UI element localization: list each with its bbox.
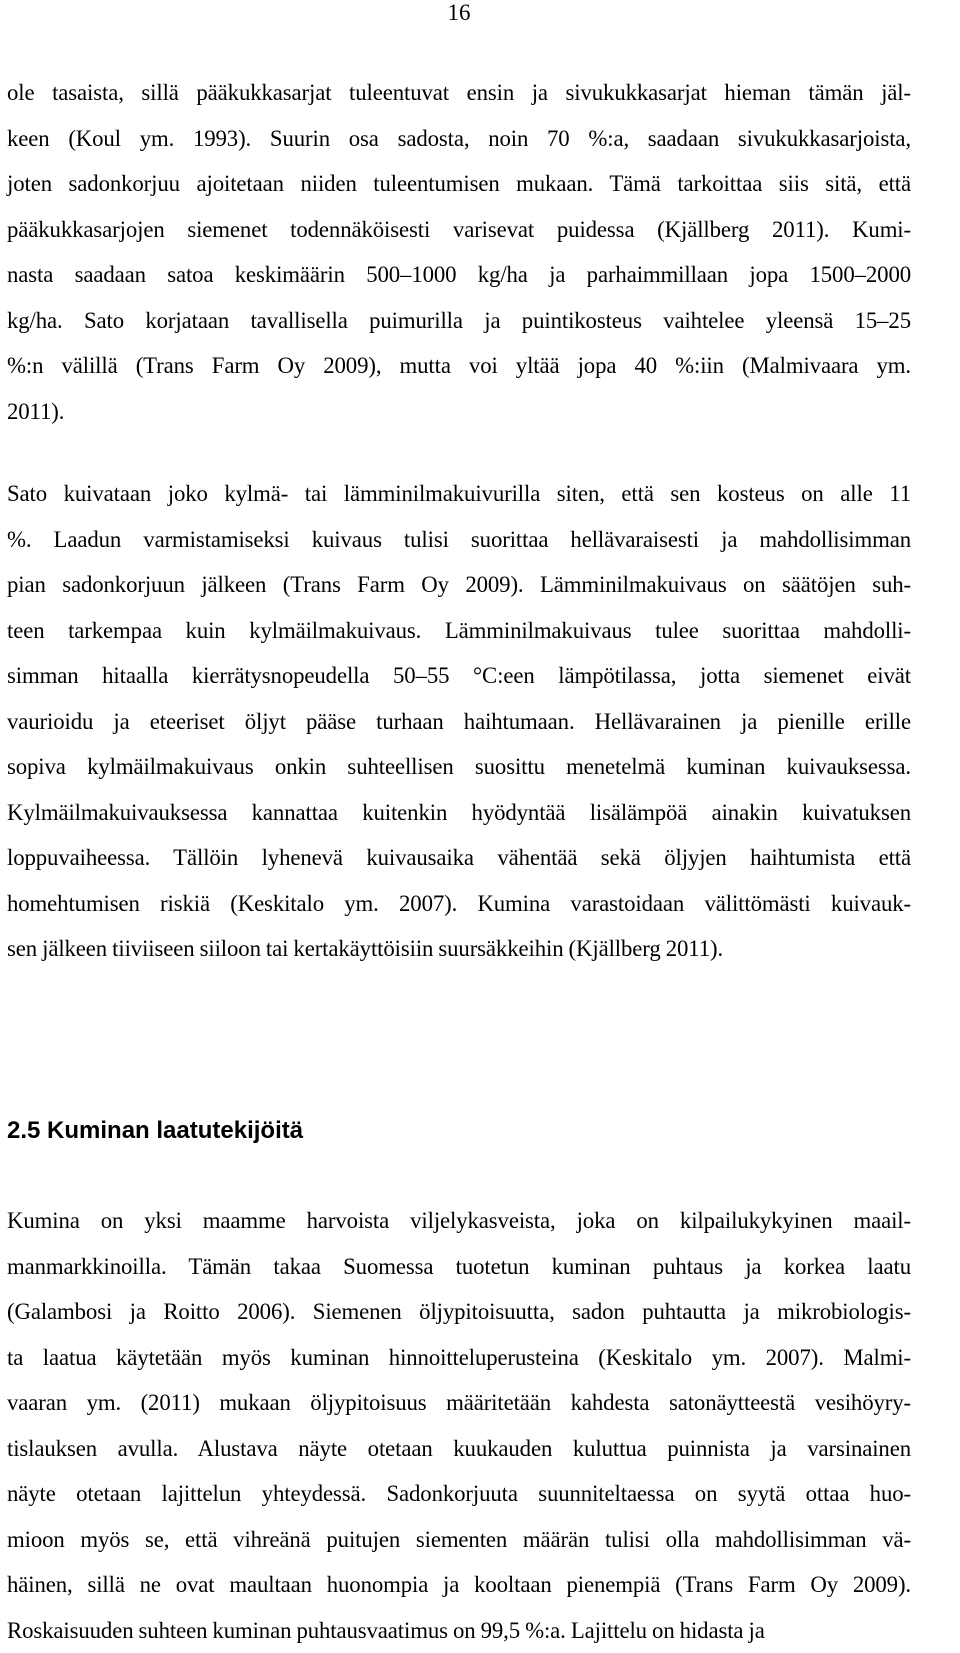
text-line: sopiva kylmäilmakuivaus onkin suhteellisen suosittu menetelmä kuminan kuivauksessa. xyxy=(7,754,911,779)
text-line: vaurioidu ja eteeriset öljyt pääse turhaan haihtumaan. Hellävarainen ja pienille erille xyxy=(7,708,911,734)
text-line: sen jälkeen tiiviiseen siiloon tai kertakäyttöisiin suursäkkeihin (Kjällberg 2011). xyxy=(7,936,724,961)
text-line: ta laatua käytetään myös kuminan hinnoitteluperusteina (Keskitalo ym. 2007). Malmi- xyxy=(7,1344,911,1370)
text-line: loppuvaiheessa. Tällöin lyhenevä kuivausaika vähentää sekä öljyjen haihtumista että xyxy=(7,845,911,870)
text-line: simman hitaalla kierrätysnopeudella 50–55 °C:een lämpötilassa, jotta siemenet eivät xyxy=(7,663,911,688)
section-heading: 2.5 Kuminan laatutekijöitä xyxy=(7,1117,304,1144)
text-line: joten sadonkorjuu ajoitetaan niiden tuleentumisen mukaan. Tämä tarkoittaa siis sitä, että xyxy=(7,171,911,196)
text-line: teen tarkempaa kuin kylmäilmakuivaus. Lämminilmakuivaus tulee suorittaa mahdolli- xyxy=(7,617,911,643)
text-line: Roskaisuuden suhteen kuminan puhtausvaatimus on 99,5 %:a. Lajittelu on hidasta ja xyxy=(7,1617,765,1643)
text-line: Kumina on yksi maamme harvoista viljelykasveista, joka on kilpailukykyinen maail- xyxy=(7,1208,911,1233)
text-line: keen (Koul ym. 1993). Suurin osa sadosta, noin 70 %:a, saadaan sivukukkasarjoista, xyxy=(7,125,911,151)
text-line: nasta saadaan satoa keskimäärin 500–1000 kg/ha ja parhaimmillaan jopa 1500–2000 xyxy=(7,262,911,287)
document-body xyxy=(7,70,911,1643)
paragraph-quality xyxy=(7,1198,911,1653)
paragraph-harvest xyxy=(7,70,911,434)
text-line: %:n välillä (Trans Farm Oy 2009), mutta voi yltää jopa 40 %:iin (Malmivaara ym. xyxy=(7,353,911,378)
text-line: Sato kuivataan joko kylmä- tai lämminilmakuivurilla siten, että sen kosteus on alle 11 xyxy=(7,481,911,506)
text-line: vaaran ym. (2011) mukaan öljypitoisuus määritetään kahdesta satonäytteestä vesihöyry- xyxy=(7,1390,911,1415)
text-line: homehtumisen riskiä (Keskitalo ym. 2007). Kumina varastoidaan välittömästi kuivauk- xyxy=(7,890,911,916)
text-line: pian sadonkorjuun jälkeen (Trans Farm Oy 2009). Lämminilmakuivaus on säätöjen suh- xyxy=(7,572,911,597)
text-line: (Galambosi ja Roitto 2006). Siemenen öljypitoisuutta, sadon puhtautta ja mikrobiologis- xyxy=(7,1299,911,1324)
text-line: pääkukkasarjojen siemenet todennäköisesti varisevat puidessa (Kjällberg 2011). Kumi- xyxy=(7,216,911,242)
text-line: mioon myös se, että vihreänä puitujen siementen määrän tulisi olla mahdollisimman vä- xyxy=(7,1526,911,1552)
text-line: tislauksen avulla. Alustava näyte otetaan kuukauden kuluttua puinnista ja varsinainen xyxy=(7,1435,911,1461)
page-number: 16 xyxy=(447,0,471,25)
text-line: manmarkkinoilla. Tämän takaa Suomessa tuotetun kuminan puhtaus ja korkea laatu xyxy=(7,1253,911,1279)
text-line: ole tasaista, sillä pääkukkasarjat tuleentuvat ensin ja sivukukkasarjat hieman tämän jäl- xyxy=(7,80,911,105)
paragraph-drying xyxy=(7,471,911,972)
text-line: %. Laadun varmistamiseksi kuivaus tulisi suorittaa hellävaraisesti ja mahdollisimman xyxy=(7,526,911,552)
text-line: 2011). xyxy=(7,398,65,424)
text-line: kg/ha. Sato korjataan tavallisella puimurilla ja puintikosteus vaihtelee yleensä 15–25 xyxy=(7,307,911,333)
text-line: Kylmäilmakuivauksessa kannattaa kuitenkin hyödyntää lisälämpöä ainakin kuivatuksen xyxy=(7,799,911,825)
text-line: näyte otetaan lajittelun yhteydessä. Sadonkorjuuta suunniteltaessa on syytä ottaa huo- xyxy=(7,1481,911,1506)
text-line: häinen, sillä ne ovat maultaan huonompia ja kooltaan pienempiä (Trans Farm Oy 2009). xyxy=(7,1572,911,1597)
